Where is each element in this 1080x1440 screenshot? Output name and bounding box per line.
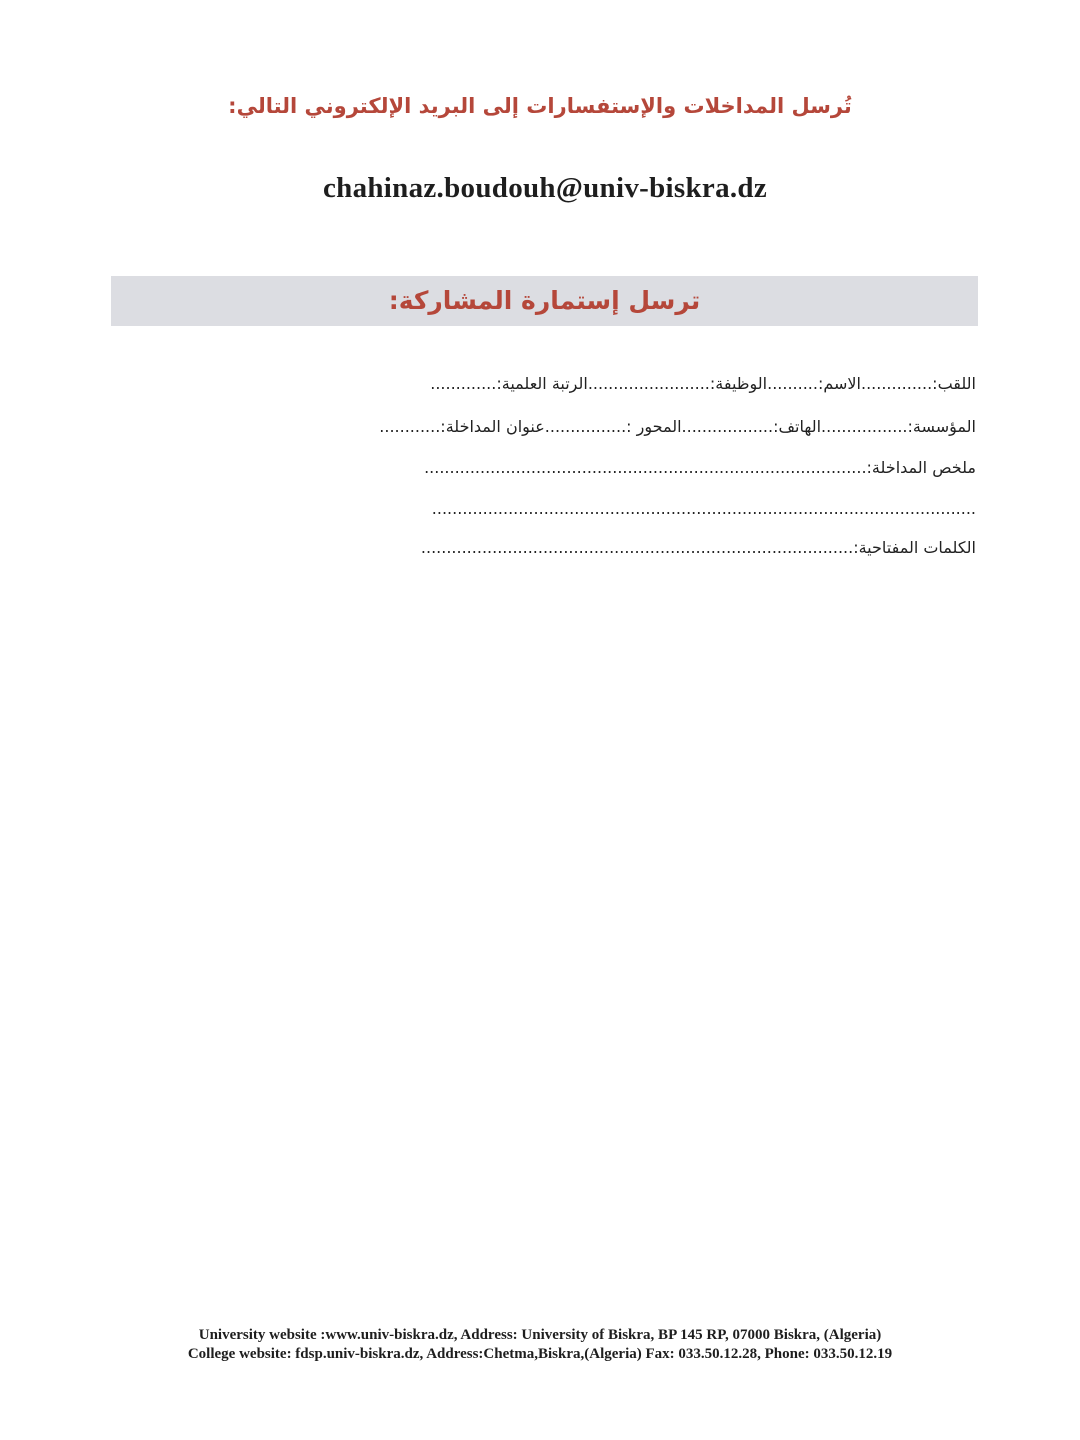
form-line-institution-info: المؤسسة:.................الهاتف:..................المحور :................عنوان المداخلة:............	[379, 417, 976, 436]
form-line-abstract: ملخص المداخلة:.......................................................................................	[424, 458, 976, 477]
form-line-personal-info: اللقب:..............الاسم:..........الوظيفة:........................الرتبة العلمية:.............	[430, 374, 976, 393]
form-title: ترسل إستمارة المشاركة:	[388, 286, 701, 315]
footer-university-info: University website :www.univ-biskra.dz, Address: University of Biskra, BP 145 RP, 07000 Biskra, (Algeria)	[198, 1327, 882, 1343]
form-line-abstract-continued: ...........................................................................................................	[431, 499, 976, 518]
footer-college-info: College website: fdsp.univ-biskra.dz, Address:Chetma,Biskra,(Algeria) Fax: 033.50.12.28, Phone: 033.50.12.19	[187, 1346, 893, 1362]
submission-instruction: تُرسل المداخلات والإستفسارات إلى البريد الإلكتروني التالي:	[228, 94, 852, 118]
form-banner	[111, 276, 978, 326]
form-line-keywords: الكلمات المفتاحية:.....................................................................................	[420, 538, 976, 557]
contact-email: chahinaz.boudouh@univ-biskra.dz	[322, 172, 768, 204]
